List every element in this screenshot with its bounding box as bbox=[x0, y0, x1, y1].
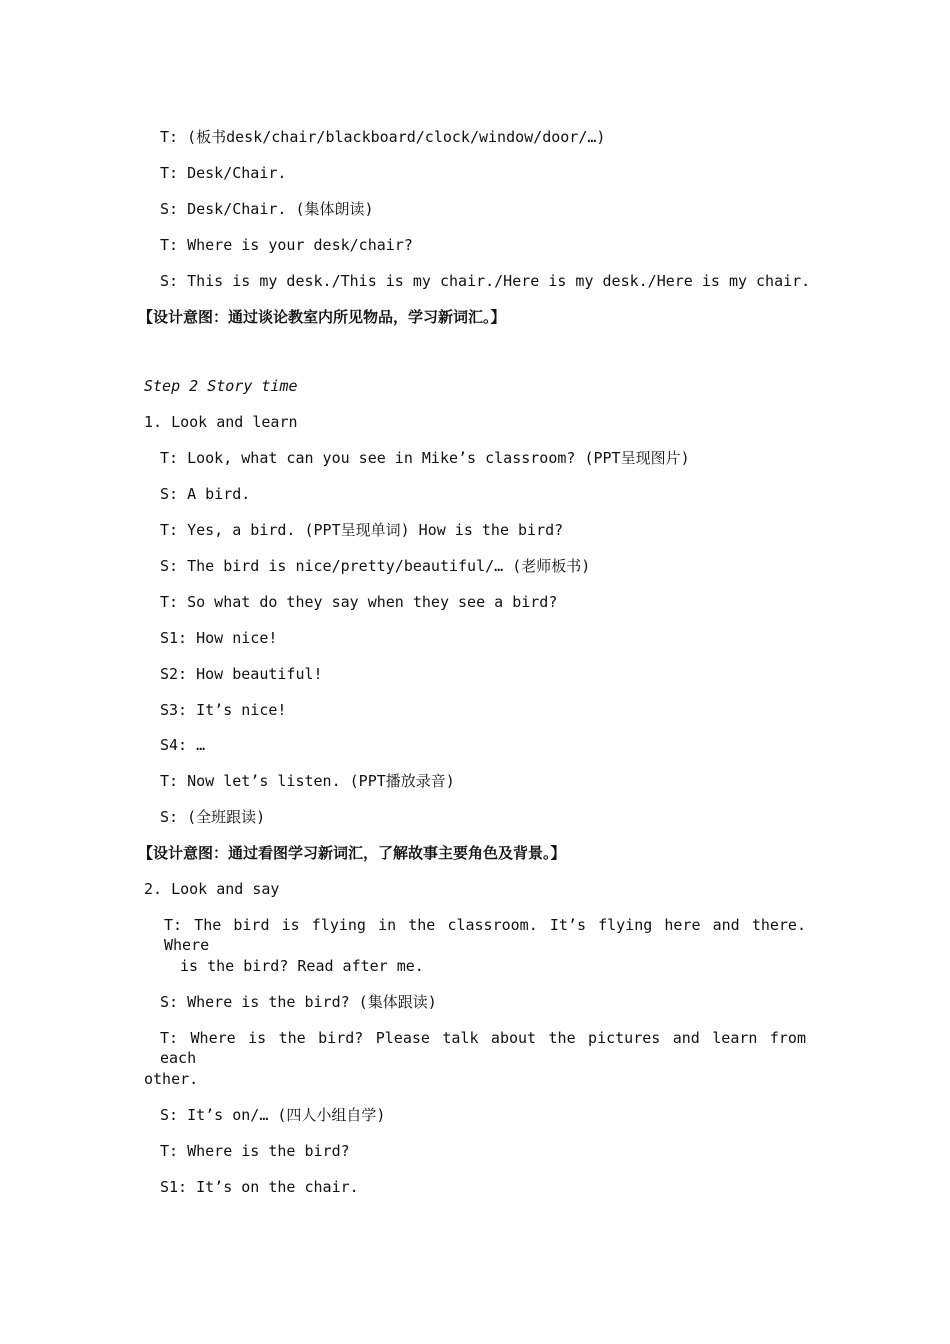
dialogue-line: S: Where is the bird? (集体跟读) bbox=[160, 993, 437, 1011]
dialogue-line: T: Where is the bird? bbox=[160, 1142, 350, 1160]
dialogue-line: T: Where is the bird? Please talk about the pictures and learn from each bbox=[160, 1029, 806, 1067]
dialogue-line: T: Yes, a bird. (PPT呈现单词) How is the bird? bbox=[160, 521, 564, 539]
dialogue-line: S: (全班跟读) bbox=[160, 808, 266, 826]
dialogue-line: T: So what do they say when they see a bird? bbox=[160, 593, 558, 611]
dialogue-line-continued: is the bird? Read after me. bbox=[180, 957, 424, 975]
dialogue-line: S: It’s on/… (四人小组自学) bbox=[160, 1106, 386, 1124]
subsection-title: 2. Look and say bbox=[144, 880, 280, 898]
dialogue-line-continued: other. bbox=[144, 1070, 199, 1088]
dialogue-line: S: This is my desk./This is my chair./Here is my desk./Here is my chair. bbox=[160, 272, 811, 290]
dialogue-line: S: Desk/Chair. (集体朗读) bbox=[160, 200, 374, 218]
dialogue-line: S: A bird. bbox=[160, 485, 251, 503]
dialogue-line: S1: How nice! bbox=[160, 629, 278, 647]
dialogue-line: S3: It’s nice! bbox=[160, 701, 287, 719]
dialogue-line: S1: It’s on the chair. bbox=[160, 1178, 359, 1196]
dialogue-line: T: Desk/Chair. bbox=[160, 164, 287, 182]
dialogue-line: T: Where is your desk/chair? bbox=[160, 236, 413, 254]
subsection-title: 1. Look and learn bbox=[144, 413, 298, 431]
dialogue-line: T: The bird is flying in the classroom. It’s flying here and there. Where bbox=[164, 916, 806, 954]
dialogue-line: S4: … bbox=[160, 736, 206, 754]
design-intent-note: 【设计意图：通过谈论教室内所见物品，学习新词汇。】 bbox=[138, 308, 506, 326]
dialogue-line: T: Look, what can you see in Mike’s classroom? (PPT呈现图片) bbox=[160, 449, 690, 467]
dialogue-line: T: (板书desk/chair/blackboard/clock/window/door/…) bbox=[160, 128, 606, 146]
section-heading: Step 2 Story time bbox=[144, 377, 298, 395]
dialogue-line: T: Now let’s listen. (PPT播放录音) bbox=[160, 772, 455, 790]
dialogue-line: S: The bird is nice/pretty/beautiful/… (老师板书) bbox=[160, 557, 591, 575]
dialogue-line: S2: How beautiful! bbox=[160, 665, 323, 683]
design-intent-note: 【设计意图：通过看图学习新词汇，了解故事主要角色及背景。】 bbox=[138, 844, 566, 862]
